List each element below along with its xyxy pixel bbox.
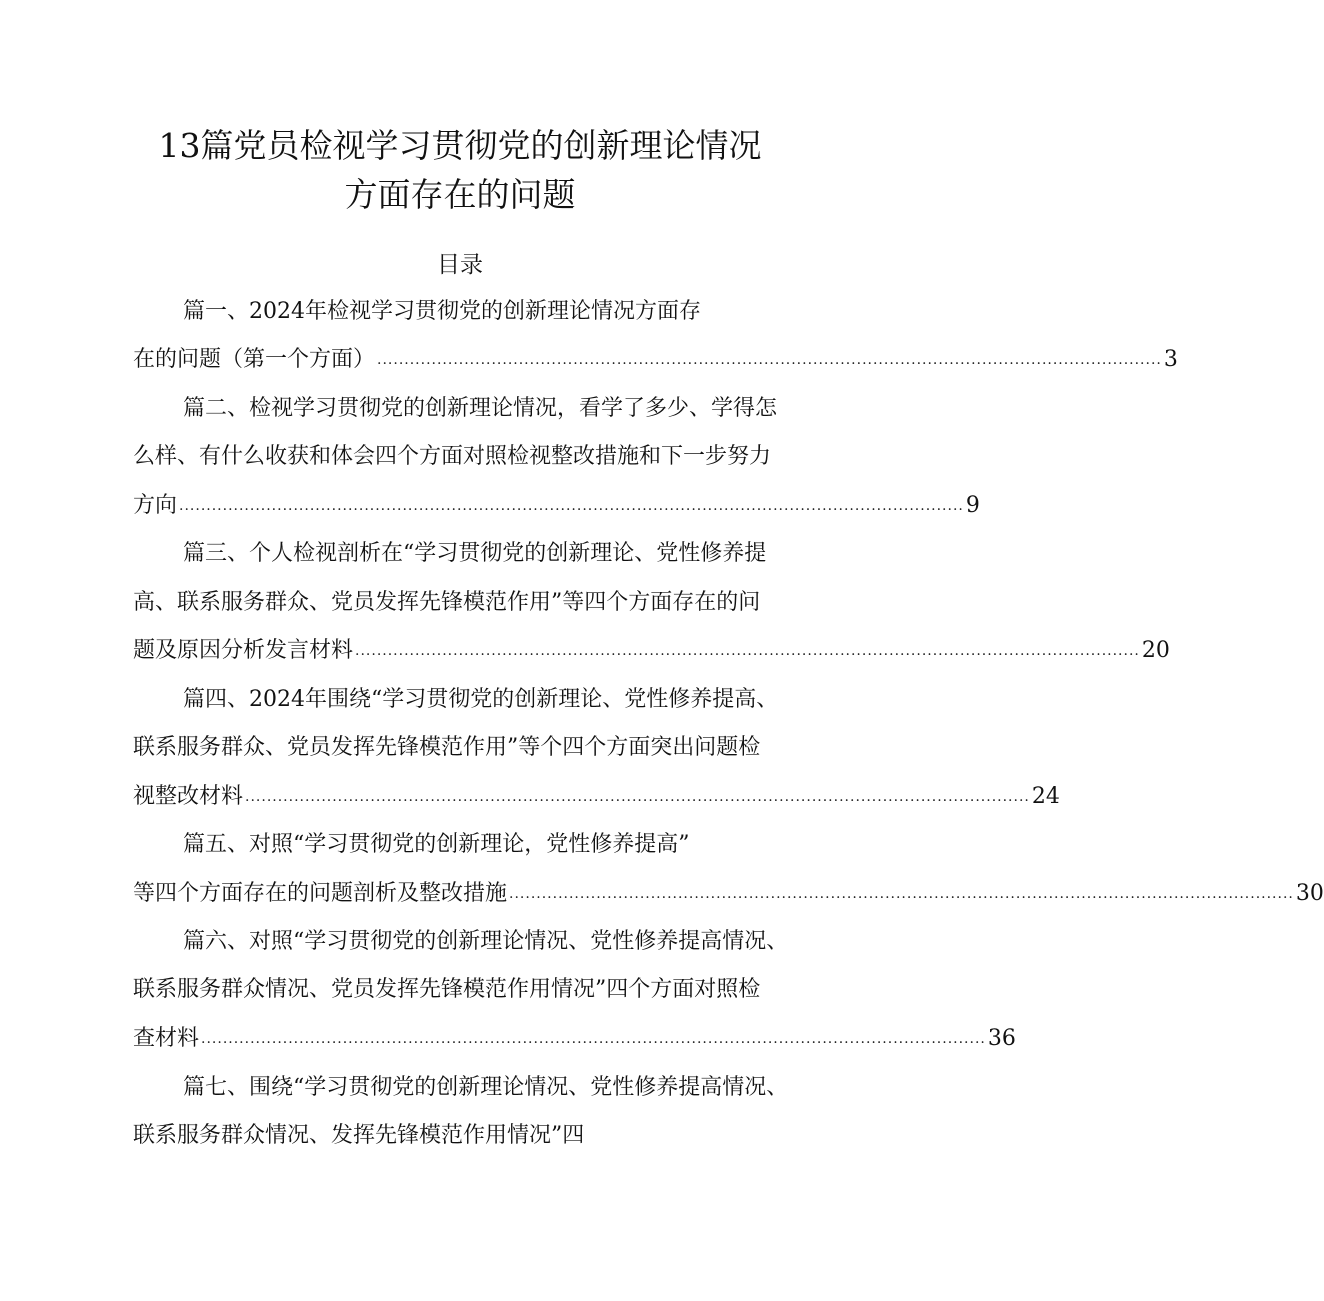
toc-entry-6-line-1[interactable]: 篇六、对照“学习贯彻党的创新理论情况、党性修养提高情况、 <box>183 929 789 954</box>
toc-entry-1-line-1[interactable]: 篇一、2024年检视学习贯彻党的创新理论情况方面存 <box>183 299 701 324</box>
toc-page-number: 24 <box>1031 784 1060 809</box>
toc-entry-2-line-3[interactable]: 方向 ................................................................................................................................................ 9 <box>133 491 778 521</box>
toc-page-number: 30 <box>1295 881 1324 906</box>
toc-entry-2-line-2[interactable]: 么样、有什么收获和体会四个方面对照检视整改措施和下一步努力 <box>133 444 772 469</box>
toc-entry-7-line-1[interactable]: 篇七、围绕“学习贯彻党的创新理论情况、党性修养提高情况、 <box>183 1075 789 1100</box>
toc-entry-2-line-1[interactable]: 篇二、检视学习贯彻党的创新理论情况，看学了多少、学得怎 <box>183 396 778 421</box>
toc-leader-dots: ................................................................................................................................................ <box>201 1031 986 1047</box>
toc-entry-6-line-2[interactable]: 联系服务群众情况、党员发挥先锋模范作用情况”四个方面对照检 <box>133 977 761 1002</box>
toc-entry-7-line-2[interactable]: 联系服务群众情况、发挥先锋模范作用情况”四 <box>133 1123 585 1148</box>
toc-entry-4-line-1[interactable]: 篇四、2024年围绕“学习贯彻党的创新理论、党性修养提高、 <box>183 687 779 712</box>
toc-entry-5-line-2[interactable]: 等四个方面存在的问题剖析及整改措施 ................................................................................................................................................ 30 <box>133 879 805 909</box>
toc-page-number: 20 <box>1141 638 1170 663</box>
toc-heading: 目录 <box>437 252 483 278</box>
toc-entry-5-line-1[interactable]: 篇五、对照“学习贯彻党的创新理论，党性修养提高” <box>183 832 690 857</box>
document-title-line-1: 13篇党员检视学习贯彻党的创新理论情况 <box>158 126 762 165</box>
toc-entry-3-line-2[interactable]: 高、联系服务群众、党员发挥先锋模范作用”等四个方面存在的问 <box>133 590 761 615</box>
toc-page-number: 9 <box>965 493 980 518</box>
toc-leader-dots: ................................................................................................................................................ <box>509 886 1294 902</box>
toc-entry-4-line-3[interactable]: 视整改材料 ................................................................................................................................................ 24 <box>133 782 805 812</box>
toc-entry-3-line-3[interactable]: 题及原因分析发言材料 ................................................................................................................................................ 20 <box>133 636 803 666</box>
toc-entry-4-line-2[interactable]: 联系服务群众、党员发挥先锋模范作用”等个四个方面突出问题检 <box>133 735 761 760</box>
toc-entry-1-line-2[interactable]: 在的问题（第一个方面） ................................................................................................................................................ 3 <box>133 345 768 375</box>
toc-entry-3-line-1[interactable]: 篇三、个人检视剖析在“学习贯彻党的创新理论、党性修养提 <box>183 541 767 566</box>
toc-entry-6-line-3[interactable]: 查材料 ................................................................................................................................................ 36 <box>133 1024 805 1054</box>
toc-page-number: 3 <box>1163 347 1178 372</box>
document-title-line-2: 方面存在的问题 <box>344 175 576 214</box>
toc-leader-dots: ................................................................................................................................................ <box>245 789 1030 805</box>
toc-leader-dots: ................................................................................................................................................ <box>355 643 1140 659</box>
toc-page-number: 36 <box>987 1026 1016 1051</box>
toc-leader-dots: ................................................................................................................................................ <box>377 352 1162 368</box>
toc-leader-dots: ................................................................................................................................................ <box>179 498 964 514</box>
